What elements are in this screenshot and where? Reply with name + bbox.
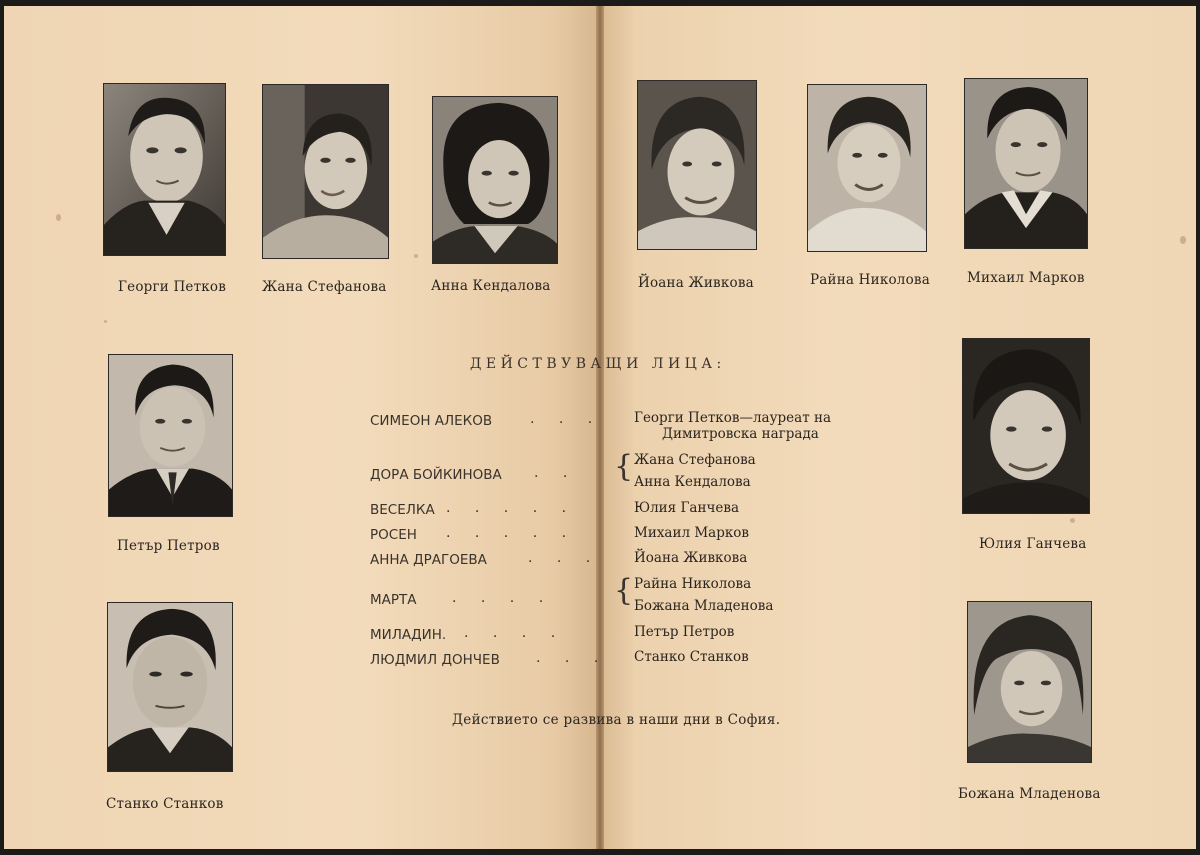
cast-role: ВЕСЕЛКА bbox=[370, 502, 435, 518]
cast-actor: Йоана Живкова bbox=[634, 550, 748, 566]
photo-caption: Юлия Ганчева bbox=[979, 536, 1087, 552]
cast-actor: Божана Младенова bbox=[634, 598, 774, 614]
cast-actor: Жана Стефанова bbox=[634, 452, 756, 468]
photo-rayna-nikolova bbox=[807, 84, 927, 252]
cast-dots: . . . bbox=[536, 650, 609, 666]
cast-dots: . . . . . bbox=[446, 525, 577, 541]
photo-petar-petrov bbox=[108, 354, 233, 517]
photo-anna-kendalova bbox=[432, 96, 558, 264]
photo-caption: Георги Петков bbox=[118, 279, 227, 295]
photo-caption: Станко Станков bbox=[106, 796, 224, 812]
photo-yulia-gancheva bbox=[962, 338, 1090, 514]
photo-caption: Божана Младенова bbox=[958, 786, 1101, 802]
photo-mihail-markov bbox=[964, 78, 1088, 249]
cast-dots: . . . . bbox=[452, 590, 554, 606]
photo-bozhana-mladenova bbox=[967, 601, 1092, 763]
cast-actor-note: Димитровска награда bbox=[662, 426, 819, 442]
cast-role: МАРТА bbox=[370, 592, 417, 608]
cast-actor: Анна Кендалова bbox=[634, 474, 751, 490]
cast-role: ДОРА БОЙКИНОВА bbox=[370, 467, 502, 483]
cast-role: ЛЮДМИЛ ДОНЧЕВ bbox=[370, 652, 500, 668]
photo-georgi-petkov bbox=[103, 83, 226, 256]
photo-caption: Йоана Живкова bbox=[638, 275, 754, 291]
cast-dots: . . bbox=[534, 465, 578, 481]
cast-role: РОСЕН bbox=[370, 527, 417, 543]
cast-role: МИЛАДИН. bbox=[370, 627, 447, 643]
cast-actor: Райна Николова bbox=[634, 576, 752, 592]
cast-actor: Михаил Марков bbox=[634, 525, 750, 541]
photo-stanko-stankov bbox=[107, 602, 233, 772]
photo-zhana-stefanova bbox=[262, 84, 389, 259]
cast-role: АННА ДРАГОЕВА bbox=[370, 552, 487, 568]
cast-dots: . . . bbox=[530, 411, 603, 427]
cast-role: СИМЕОН АЛЕКОВ bbox=[370, 413, 493, 429]
photo-caption: Анна Кендалова bbox=[431, 278, 551, 294]
cast-actor: Георги Петков—лауреат на bbox=[634, 410, 832, 426]
cast-brace: { bbox=[614, 449, 634, 484]
cast-actor: Петър Петров bbox=[634, 624, 735, 640]
cast-dots: . . . bbox=[528, 550, 601, 566]
setting-note: Действието се развива в наши дни в София. bbox=[452, 712, 781, 728]
cast-actor: Юлия Ганчева bbox=[634, 500, 740, 516]
photo-caption: Райна Николова bbox=[810, 272, 930, 288]
photo-caption: Петър Петров bbox=[117, 538, 220, 554]
cast-dots: . . . . bbox=[464, 625, 566, 641]
cast-actor: Станко Станков bbox=[634, 649, 749, 665]
cast-heading: ДЕЙСТВУВАЩИ ЛИЦА: bbox=[470, 356, 726, 372]
photo-caption: Жана Стефанова bbox=[262, 279, 387, 295]
photo-caption: Михаил Марков bbox=[967, 270, 1085, 286]
cast-brace: { bbox=[614, 573, 634, 608]
photo-yoana-zhivkova bbox=[637, 80, 757, 250]
cast-dots: . . . . . bbox=[446, 500, 577, 516]
